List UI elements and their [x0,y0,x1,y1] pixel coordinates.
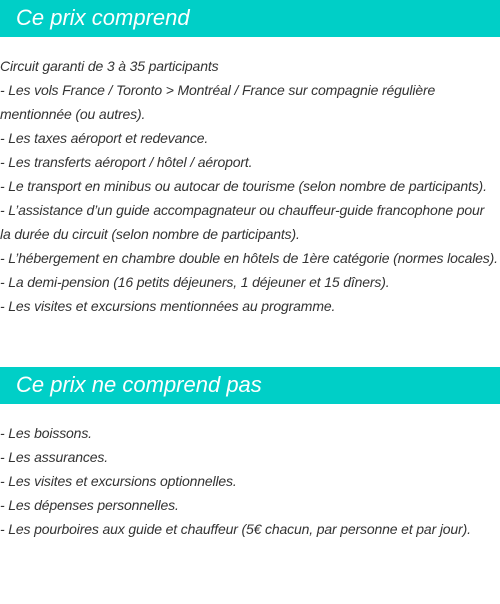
section-header-excludes: Ce prix ne comprend pas [0,367,500,404]
list-item: - Les pourboires aux guide et chauffeur (5€ chacun, par personne et par jour). [0,521,471,537]
list-item: - Le transport en minibus ou autocar de tourisme (selon nombre de participants). [0,178,487,194]
list-item: - Les taxes aéroport et redevance. [0,130,209,146]
list-item: - L’assistance d’un guide accompagnateur ou chauffeur-guide francophone pour la durée du circuit (selon nombre de participants). [0,202,485,242]
price-excludes-section [0,367,500,541]
list-item: - Les dépenses personnelles. [0,497,179,513]
list-item: Circuit garanti de 3 à 35 participants [0,58,219,74]
excludes-list [0,421,500,541]
list-item: - Les vols France / Toronto > Montréal / France sur compagnie régulière mentionnée (ou autres). [0,82,436,122]
list-item: - Les assurances. [0,449,108,465]
list-item: - Les transferts aéroport / hôtel / aéroport. [0,154,253,170]
section-header-includes: Ce prix comprend [0,0,500,37]
includes-list [0,54,500,318]
list-item: - Les boissons. [0,425,92,441]
list-item: - La demi-pension (16 petits déjeuners, 1 déjeuner et 15 dîners). [0,274,390,290]
list-item: - Les visites et excursions optionnelles. [0,473,237,489]
list-item: - Les visites et excursions mentionnées au programme. [0,298,336,314]
list-item: - L’hébergement en chambre double en hôtels de 1ère catégorie (normes locales). [0,250,498,266]
